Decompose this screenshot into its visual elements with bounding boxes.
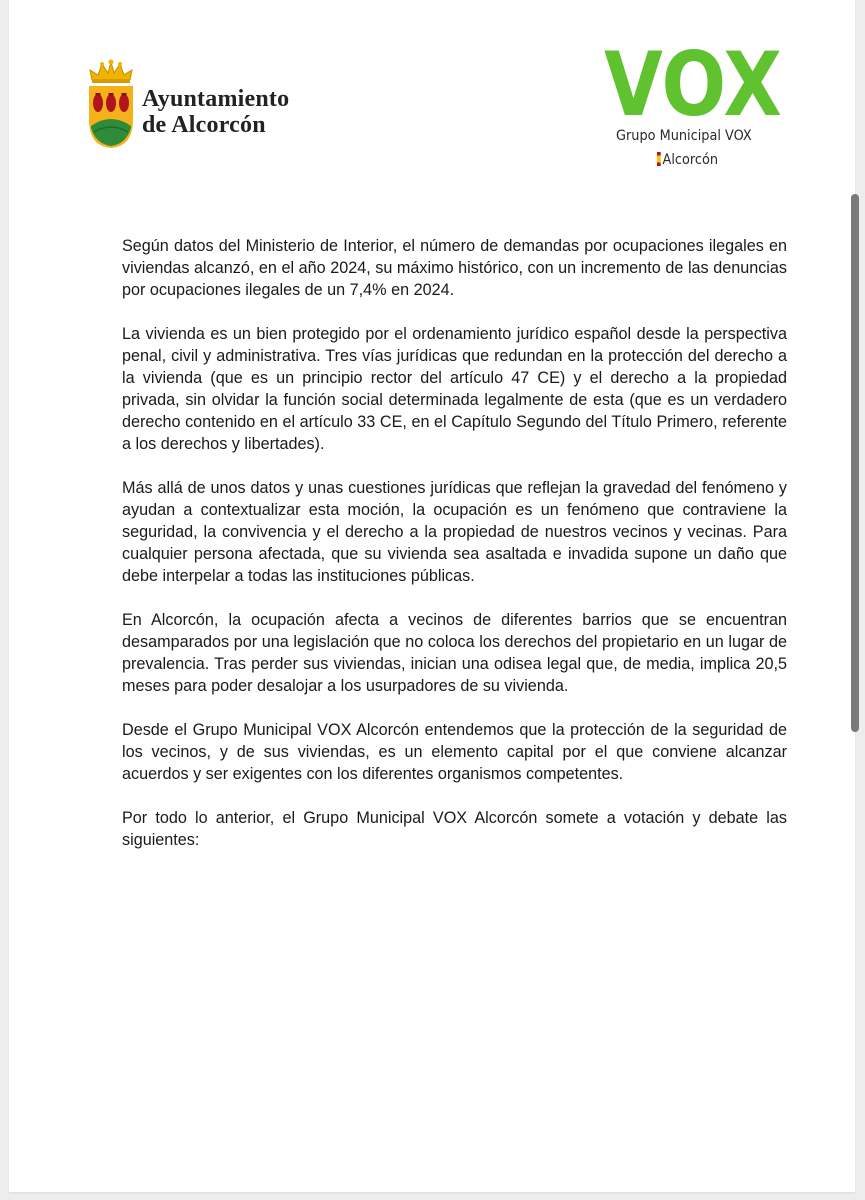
vox-logo	[604, 42, 789, 177]
paragraph: Más allá de unos datos y unas cuestiones jurídicas que reflejan la gravedad del fenómeno y ayudan a contextualizar esta moción, la ocupación es un fenómeno que contraviene la seguridad, la convivencia y el derecho a la propiedad de nuestros vecinos y vecinas. Para cualquier persona afectada, que su vivienda sea asaltada e invadida supone un daño que debe interpelar a todas las instituciones públicas.	[122, 479, 787, 585]
spain-flag-icon	[657, 152, 661, 166]
paragraph: En Alcorcón, la ocupación afecta a vecinos de diferentes barrios que se encuentran desamparados por una legislación que no coloca los derechos del propietario en un lugar de prevalencia. Tras perder sus viviendas, inician una odisea legal que, de media, implica 20,5 meses para poder desalojar a los usurpadores de su vivienda.	[122, 611, 787, 695]
document-body	[122, 235, 787, 873]
alcorcon-coat-of-arms-icon	[86, 58, 136, 150]
vox-city	[657, 152, 718, 168]
paragraph: Por todo lo anterior, el Grupo Municipal VOX Alcorcón somete a votación y debate las siguientes:	[122, 809, 787, 849]
document-page	[9, 0, 855, 1192]
paragraph: Según datos del Ministerio de Interior, el número de demandas por ocupaciones ilegales en viviendas alcanzó, en el año 2024, su máximo histórico, con un incremento de las denuncias por ocupaciones ilegales de un 7,4% en 2024.	[122, 237, 787, 299]
ayuntamiento-logo	[86, 58, 306, 150]
paragraph: Desde el Grupo Municipal VOX Alcorcón entendemos que la protección de la seguridad de los vecinos, y de sus viviendas, es un elemento capital por el que conviene alcanzar acuerdos y ser exigentes con los diferentes organismos competentes.	[122, 721, 787, 783]
ayuntamiento-title-line2: de Alcorcón	[142, 112, 266, 138]
ayuntamiento-title-line1: Ayuntamiento	[142, 86, 290, 112]
vox-city-label: Alcorcón	[662, 152, 719, 168]
vertical-scrollbar[interactable]	[851, 194, 859, 732]
vox-logo-text: VOX	[604, 42, 782, 122]
vox-group-name: Grupo Municipal VOX	[616, 128, 752, 144]
vox-wordmark-icon	[604, 42, 784, 122]
paragraph: La vivienda es un bien protegido por el ordenamiento jurídico español desde la perspectiva penal, civil y administrativa. Tres vías jurídicas que redundan en la protección del derecho a la vivienda (que es un principio rector del artículo 47 CE) y el derecho a la propiedad privada, sin olvidar la función social determinada legalmente de esta (que es un verdadero derecho contenido en el artículo 33 CE, en el Capítulo Segundo del Título Primero, referente a los derechos y libertades).	[122, 325, 787, 453]
